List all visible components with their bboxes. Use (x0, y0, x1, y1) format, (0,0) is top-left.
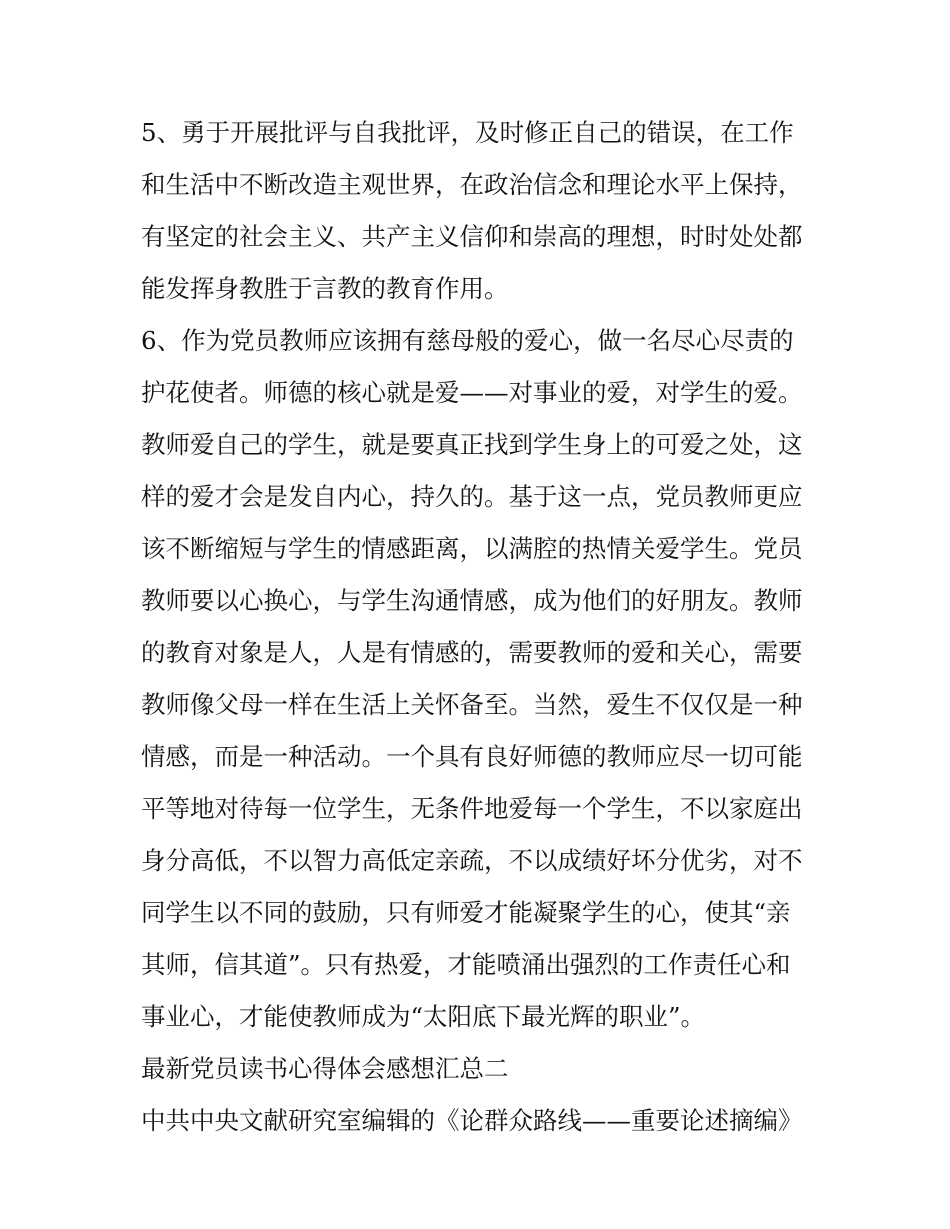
text-line: 6、作为党员教师应该拥有慈母般的爱心，做一名尽心尽责的 (141, 326, 794, 355)
text-line: 5、勇于开展批评与自我批评，及时修正自己的错误，在工作 (141, 118, 794, 147)
text-line: 教师要以心换心，与学生沟通情感，成为他们的好朋友。教师 (141, 586, 803, 615)
text-line: 护花使者。师德的核心就是爱——对事业的爱，对学生的爱。 (141, 378, 803, 407)
text-line: 同学生以不同的鼓励，只有师爱才能凝聚学生的心，使其“亲 (141, 898, 791, 927)
document-body (141, 107, 821, 1147)
text-line: 情感，而是一种活动。一个具有良好师德的教师应尽一切可能 (141, 742, 803, 771)
text-line: 和生活中不断改造主观世界，在政治信念和理论水平上保持， (141, 170, 803, 199)
text-line: 事业心，才能使教师成为“太阳底下最光辉的职业”。 (141, 1002, 706, 1031)
text-line: 教师像父母一样在生活上关怀备至。当然，爱生不仅仅是一种 (141, 690, 803, 719)
text-line: 该不断缩短与学生的情感距离，以满腔的热情关爱学生。党员 (141, 534, 803, 563)
text-line: 有坚定的社会主义、共产主义信仰和崇高的理想，时时处处都 (141, 222, 803, 251)
text-line: 其师，信其道”。只有热爱，才能喷涌出强烈的工作责任心和 (141, 950, 791, 979)
text-line: 能发挥身教胜于言教的教育作用。 (141, 274, 509, 303)
text-line: 平等地对待每一位学生，无条件地爱每一个学生，不以家庭出 (141, 794, 803, 823)
text-line: 身分高低，不以智力高低定亲疏，不以成绩好坏分优劣，对不 (141, 846, 803, 875)
text-line: 样的爱才会是发自内心，持久的。基于这一点，党员教师更应 (141, 482, 803, 511)
text-line: 教师爱自己的学生，就是要真正找到学生身上的可爱之处，这 (141, 430, 803, 459)
text-line: 的教育对象是人，人是有情感的，需要教师的爱和关心，需要 (141, 638, 803, 667)
section-heading: 最新党员读书心得体会感想汇总二 (141, 1054, 509, 1083)
text-line: 中共中央文献研究室编辑的《论群众路线——重要论述摘编》 (141, 1106, 803, 1135)
